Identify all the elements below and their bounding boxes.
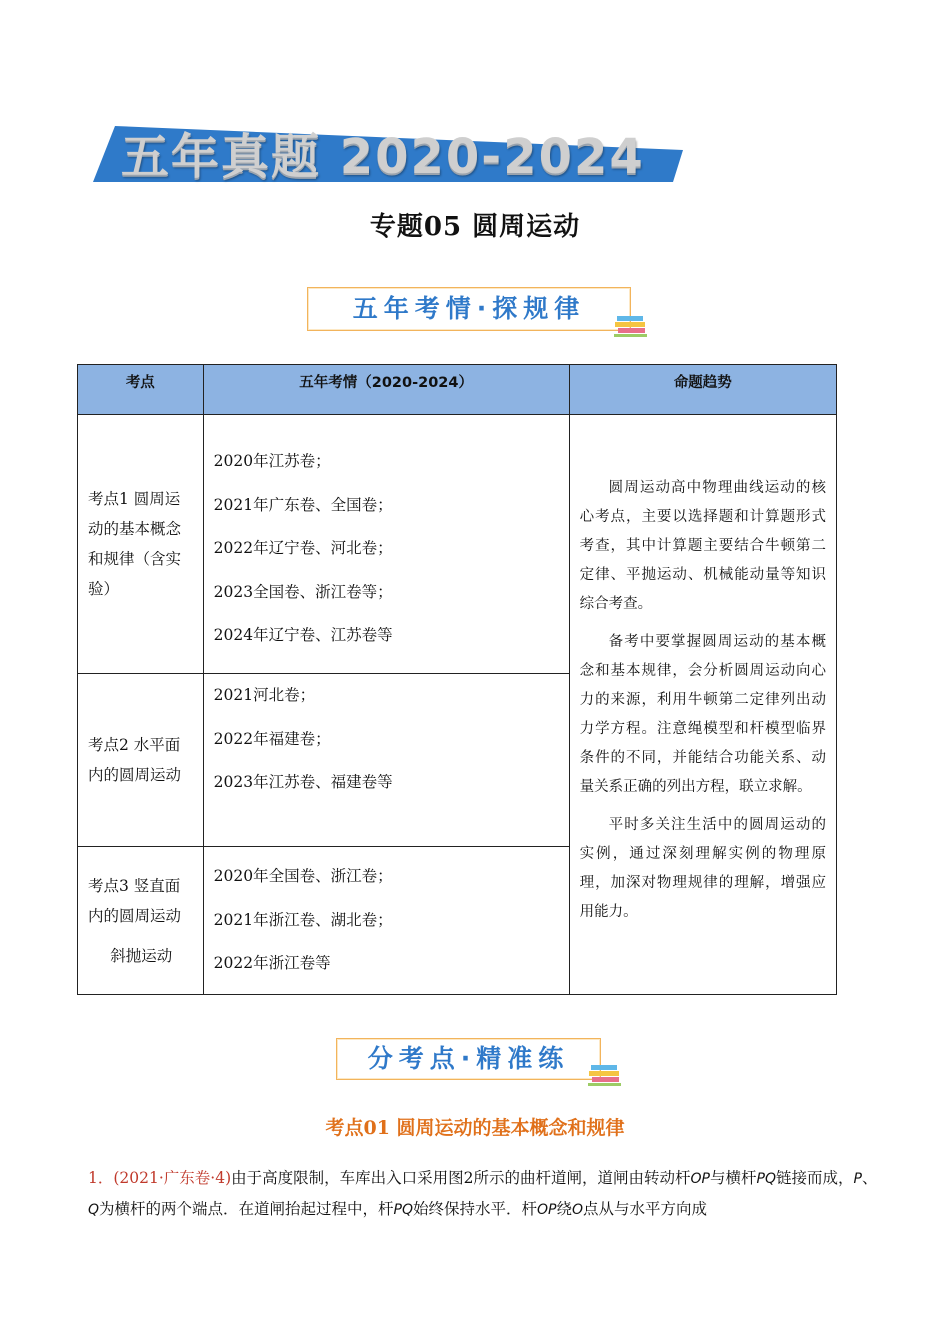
trend-cell: [569, 415, 836, 995]
question-source: (2021·广东卷·4): [113, 1169, 232, 1187]
question-text: 绕: [556, 1200, 573, 1218]
year-entry: 2021年浙江卷、湖北卷；: [213, 910, 393, 929]
kaodian-title: 考点01 圆周运动的基本概念和规律: [325, 1117, 625, 1139]
var-o: O: [572, 1202, 584, 1218]
year-entry: 2021河北卷；: [213, 686, 316, 704]
years-cell: [203, 847, 569, 995]
years-cell: [203, 674, 569, 847]
var-pq: PQ: [393, 1202, 414, 1218]
year-entry: 2022年辽宁卷、河北卷；: [213, 539, 393, 558]
trend-paragraph: 圆周运动高中物理曲线运动的核心考点，主要以选择题和计算题形式考查，其中计算题主要结合牛顿第二定律、平抛运动、机械能动量等知识综合考查。: [579, 479, 826, 612]
year-entry: 2022年福建卷；: [213, 729, 331, 748]
section-header-practice-label: 分考点·精准练: [367, 1044, 570, 1073]
section-header-trend-label: 五年考情·探规律: [352, 294, 586, 323]
year-entry: 2022年浙江卷等: [213, 954, 331, 973]
header-banner: [93, 122, 683, 184]
kaodian-extra: 斜抛运动: [110, 946, 173, 965]
trend-paragraph: 平时多关注生活中的圆周运动的实例，通过深刻理解实例的物理原理，加深对物理规律的理解，增强应用能力。: [579, 816, 826, 920]
var-op: OP: [537, 1202, 557, 1218]
header-trend: 命题趋势: [569, 365, 836, 415]
question-1: [88, 1163, 878, 1225]
question-text: 为横杆的两个端点．在道闸抬起过程中，杆: [99, 1200, 394, 1218]
exam-analysis-table: [77, 364, 837, 995]
table-row: [78, 415, 837, 674]
books-icon: [588, 1061, 622, 1087]
question-text: 点从与水平方向成: [583, 1200, 708, 1218]
years-cell: [203, 415, 569, 674]
var-pq: PQ: [756, 1171, 776, 1187]
section-header-trend: [307, 287, 631, 331]
question-text: 始终保持水平．杆: [413, 1200, 538, 1218]
year-entry: 2023全国卷、浙江卷等；: [213, 582, 393, 601]
var-q: Q: [88, 1202, 100, 1218]
header-five-years: 五年考情（2020-2024）: [203, 365, 569, 415]
year-entry: 2020年江苏卷；: [213, 452, 331, 471]
header-kaodian: 考点: [78, 365, 204, 415]
question-text: 与横杆: [709, 1169, 757, 1187]
kaodian-cell: [78, 847, 204, 995]
year-entry: 2024年辽宁卷、江苏卷等: [213, 626, 393, 645]
banner-title: 五年真题 2020-2024: [121, 129, 645, 185]
year-entry: 2021年广东卷、全国卷；: [213, 495, 393, 514]
section-header-practice: [336, 1038, 601, 1080]
books-icon: [614, 312, 648, 338]
trend-paragraph: 备考中要掌握圆周运动的基本概念和基本规律，会分析圆周运动向心力的来源，利用牛顿第二定律列出动力学方程。注意绳模型和杆模型临界条件的不同，并能结合功能关系、动量关系正确的列出方程，联立求解。: [579, 633, 826, 795]
var-p: P: [853, 1171, 862, 1187]
question-text: 由于高度限制，车库出入口采用图2所示的曲杆道闸，道闸由转动杆: [231, 1169, 691, 1187]
year-entry: 2023年江苏卷、福建卷等: [213, 773, 393, 791]
var-op: OP: [690, 1171, 710, 1187]
kaodian-cell: 考点2 水平面内的圆周运动: [78, 674, 204, 847]
question-number: 1．: [88, 1169, 114, 1187]
kaodian-cell: 考点1 圆周运动的基本概念和规律（含实验）: [78, 415, 204, 674]
kaodian-text: 考点3 竖直面内的圆周运动: [88, 876, 182, 925]
topic-title: 专题05 圆周运动: [369, 212, 581, 242]
year-entry: 2020年全国卷、浙江卷；: [213, 867, 393, 886]
question-text: 、: [861, 1169, 878, 1187]
question-text: 链接而成，: [775, 1169, 854, 1187]
